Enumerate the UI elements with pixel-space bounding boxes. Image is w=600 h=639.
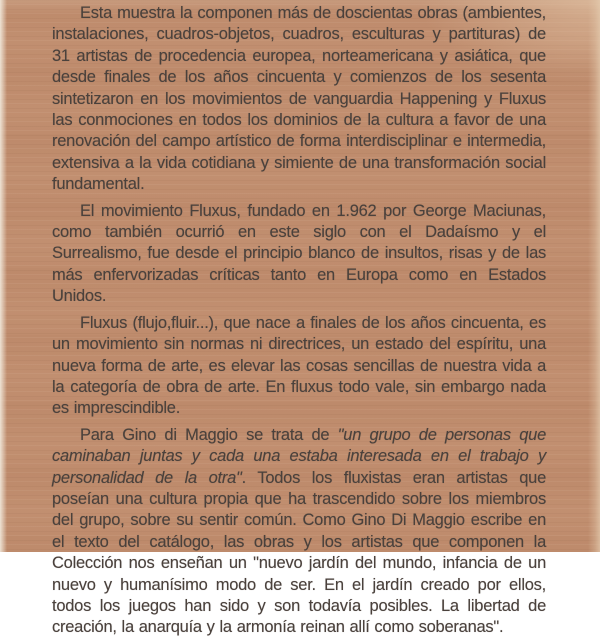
paragraph [52,313,546,420]
text-segment: . Todos los fluxistas eran artistas que poseían una cultura propia que ha trascendido sobre los miembros del grupo, sobre su sentir común. Como Gino Di Maggio escribe en el texto del catálogo, las obras y los artistas que componen la Colección nos enseñan un "nuevo jardín del mundo, infancia de un nuevo y humanísimo modo de ser. En el jardín creado por ellos, todos los juegos han sido y son todavía posibles. La libertad de creación, la anarquía y la armonía reinan allí como soberanas". [52,468,546,637]
text-segment: "un grupo de personas que caminaban juntas y cada una estaba interesada en el trabajo y personalidad de la otra" [52,425,546,487]
paragraph [52,425,546,639]
text-segment: El movimiento Fluxus, fundado en 1.962 por George Maciunas, como también ocurrió en este siglo con el Dadaísmo y el Surrealismo, fue desde el principio blanco de insultos, risas y de las más enfervorizadas críticas tanto en Europa como en Estados Unidos. [52,201,546,306]
paragraph [52,201,546,308]
text-block [52,3,546,639]
paragraph [52,3,546,196]
text-segment: Para Gino di Maggio se trata de [80,425,338,444]
text-segment: Fluxus (flujo,fluir...), que nace a finales de los años cincuenta, es un movimiento sin normas ni directrices, un estado del espíritu, una nueva forma de arte, es elevar las cosas sencillas de nuestra vida a la categoría de obra de arte. En fluxus todo vale, sin embargo nada es imprescindible. [52,313,546,418]
text-segment: Esta muestra la componen más de doscientas obras (ambientes, instalaciones, cuadros-objetos, cuadros, esculturas y partituras) de 31 artistas de procedencia europea, norteamericana y asiática, que desde finales de los años cincuenta y comienzos de los sesenta sintetizaron en los movimientos de vanguardia Happening y Fluxus las conmociones en todos los dominios de la cultura a favor de una renovación del campo artístico de forma interdisciplinar e intermedia, extensiva a la vida cotidiana y simiente de una transformación social fundamental. [52,4,546,194]
